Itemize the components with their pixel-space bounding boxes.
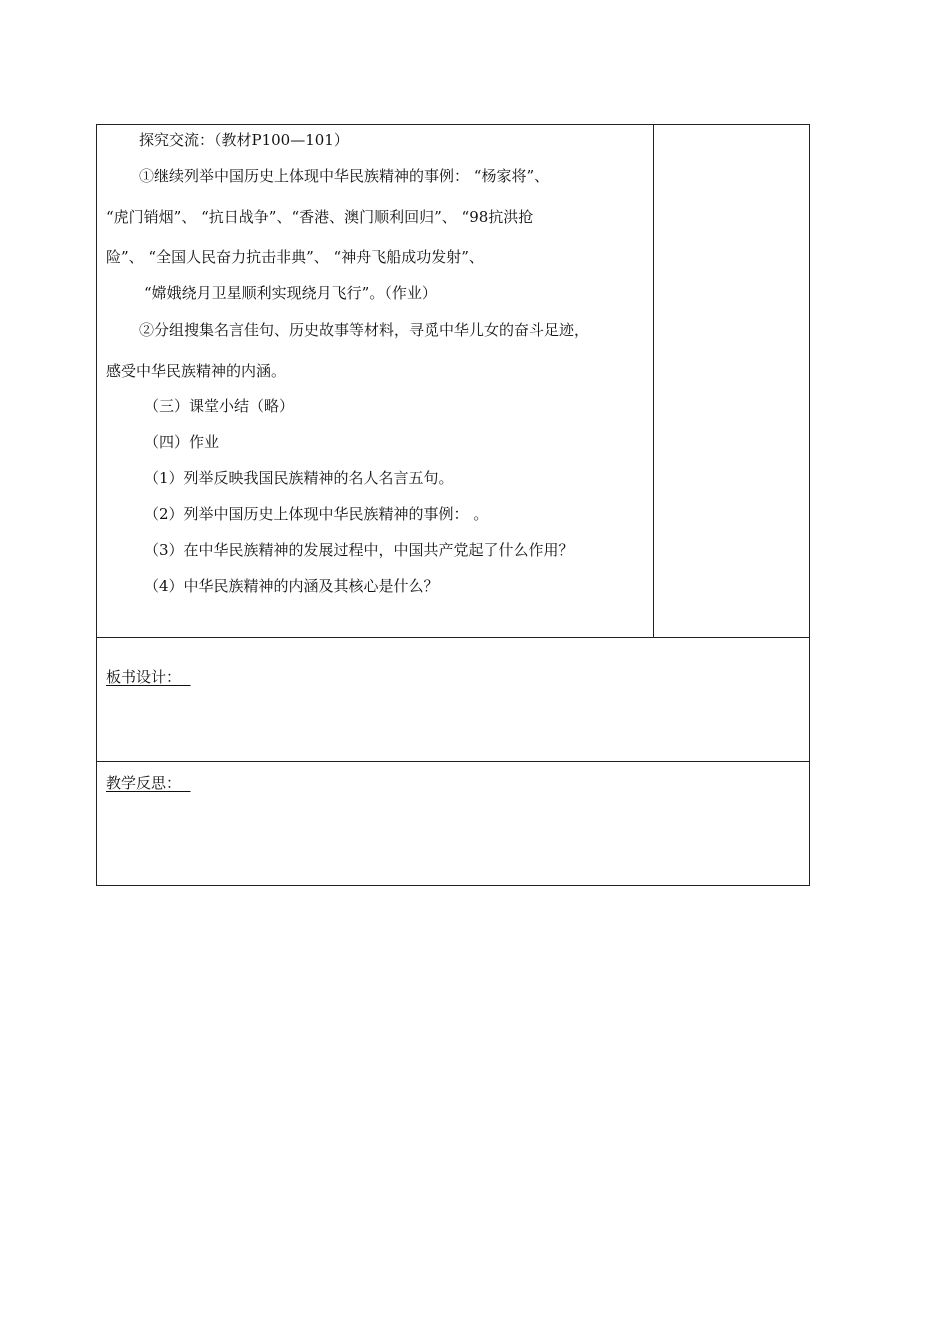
content-line: （4）中华民族精神的内涵及其核心是什么？ xyxy=(144,577,439,595)
content-line: “嫦娥绕月卫星顺利实现绕月飞行”。（作业） xyxy=(144,284,437,302)
teaching-reflection-row xyxy=(97,762,809,886)
content-line: （2）列举中国历史上体现中华民族精神的事例： 。 xyxy=(144,505,489,523)
board-design-label: 板书设计： xyxy=(106,668,191,686)
content-line: 感受中华民族精神的内涵。 xyxy=(106,362,287,380)
content-line: （3）在中华民族精神的发展过程中，中国共产党起了什么作用？ xyxy=(144,541,574,559)
content-line: ①继续列举中国历史上体现中华民族精神的事例： “杨家将”、 xyxy=(139,167,550,185)
main-content-row xyxy=(97,125,809,638)
content-line: 险”、 “全国人民奋力抗击非典”、 “神舟飞船成功发射”、 xyxy=(106,248,484,266)
lesson-plan-table xyxy=(96,124,810,886)
content-line: （1）列举反映我国民族精神的名人名言五句。 xyxy=(144,469,454,487)
content-line: （四）作业 xyxy=(144,433,220,451)
notes-cell xyxy=(654,125,809,637)
content-line: “虎门销烟”、 “抗日战争”、“香港、澳门顺利回归”、 “98抗洪抢 xyxy=(106,208,534,226)
content-line: ②分组搜集名言佳句、历史故事等材料，寻觅中华儿女的奋斗足迹， xyxy=(139,321,590,339)
content-line: 探究交流：（教材P100—101） xyxy=(139,131,349,149)
content-line: （三）课堂小结（略） xyxy=(144,397,295,415)
teaching-reflection-label: 教学反思： xyxy=(106,774,191,792)
lesson-content-cell xyxy=(97,125,654,637)
board-design-row xyxy=(97,638,809,762)
